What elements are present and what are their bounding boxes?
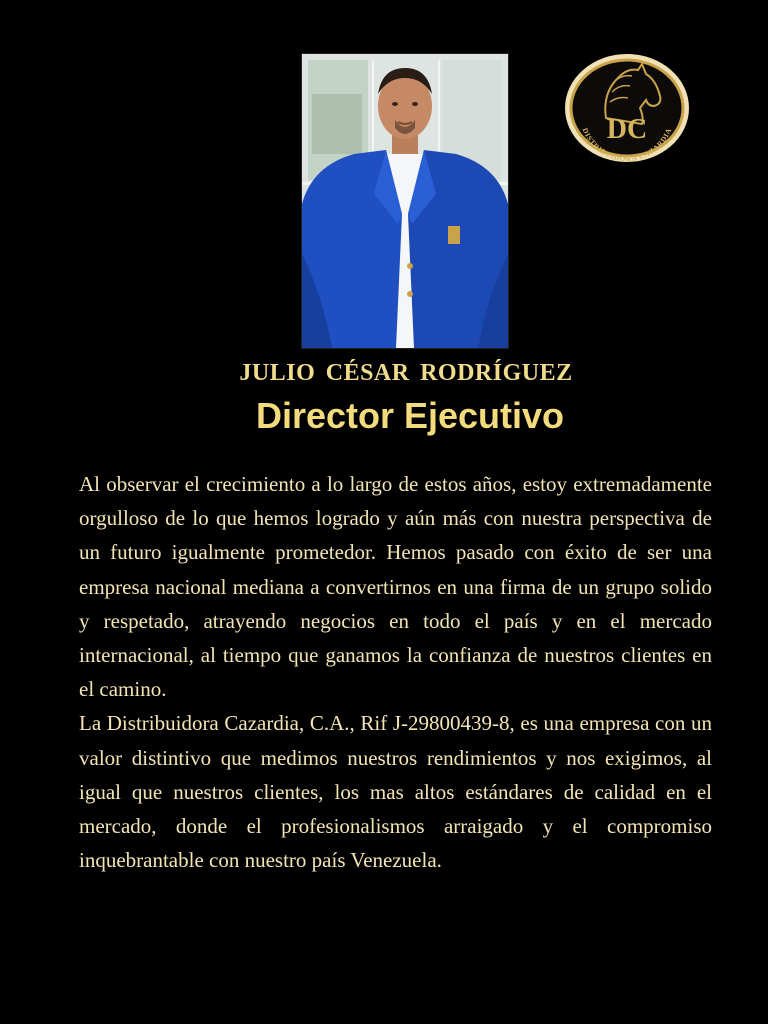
- horse-head-icon: [562, 52, 692, 164]
- message-body: [79, 467, 712, 877]
- paragraph-intro: Al observar el crecimiento a lo largo de estos años, estoy extremadamente orgulloso de lo que hemos logrado y aún más con nuestra perspectiva de un futuro igualmente prometedor. Hemos pasado con éxito de ser una empresa nacional mediana a convertirnos en una firma de un grupo solido y respetado, atrayendo negocios en todo el país y en el mercado internacional, al tiempo que ganamos la confianza de nuestros clientes en el camino.: [79, 472, 712, 702]
- person-portrait-icon: [302, 54, 508, 348]
- executive-name: JULIO CÉSAR RODRÍGUEZ: [239, 360, 573, 386]
- executive-role: Director Ejecutivo: [255, 395, 565, 436]
- company-logo: [562, 52, 692, 164]
- paragraph-company: La Distribuidora Cazardia, C.A., Rif J-29800439-8, es una empresa con un valor distintivo que medimos nuestros rendimientos y nos exigimos, al igual que nuestros clientes, los mas altos estándares de calidad en el mercado, donde el profesionalismos arraigado y el compromiso inquebrantable con nuestro país Venezuela.: [79, 711, 712, 873]
- executive-photo: [302, 54, 508, 348]
- logo-ring-text: DISTRIBUIDORA CAZARDIA: [580, 126, 674, 164]
- logo-monogram: DC: [606, 114, 648, 145]
